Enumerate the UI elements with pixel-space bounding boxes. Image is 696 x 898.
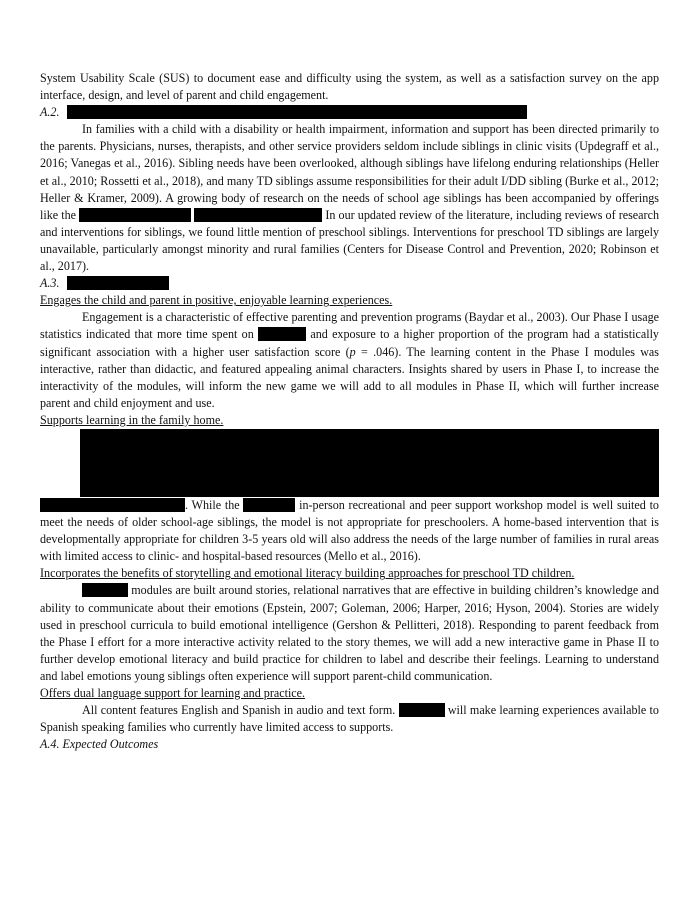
redaction-bar (67, 276, 169, 290)
heading-a3-label: A.3. (40, 276, 60, 291)
paragraph-dual-language (40, 702, 659, 736)
heading-home: Supports learning in the family home. (40, 412, 224, 427)
heading-a3 (40, 275, 659, 292)
heading-a2-label: A.2. (40, 105, 60, 120)
redaction-bar (40, 498, 185, 512)
heading-dual-language: Offers dual language support for learning and practice. (40, 686, 306, 700)
paragraph-text: and exposure to a higher proportion of the program had a statistically significant association with a higher user satisfaction score ( (40, 327, 659, 359)
paragraph-storytelling (40, 582, 659, 685)
paragraph-text: will make learning experiences available to Spanish speaking families who currently have limited access to supports. (40, 703, 659, 735)
paragraph-text: modules are built around stories, relational narratives that are effective in building children’s knowledge and ability to communicate about their emotions (Epstein, 2007; Goleman, 2006; Harper, 2016; Hyson, 2004). Stories are widely used in preschool curricula to build emotional intelligence (Gershon & Pellitteri, 2018). Responding to parent feedback from the Phase I effort for a more interactive activity related to the story themes, we will add a new interactive game in Phase II to further develop emotional literacy and build practice for children to label and describe their feelings. Learning to understand and label emotions young siblings often experience will support parent-child communication. (40, 583, 659, 683)
redaction-bar (82, 583, 128, 597)
redaction-block (80, 429, 659, 497)
paragraph-text: All content features English and Spanish in audio and text form. (82, 703, 396, 718)
paragraph-text: = .046). The learning content in the Phase I modules was interactive, rather than didactic, and featured appealing animal characters. Insights shared by users in Phase I, to increase the interactivity of the modules, will inform the new game we will add to all modules in Phase II, which will further increase parent and child enjoyment and use. (40, 344, 659, 410)
paragraph-families (40, 121, 659, 275)
redaction-bar (243, 498, 295, 512)
document-page (40, 70, 659, 753)
paragraph-engagement (40, 309, 659, 412)
paragraph-text: Engagement is a characteristic of effective parenting and prevention programs (Baydar et al., 2003). Our Phase I usage statistics indicated that more time spent on (40, 310, 659, 342)
heading-a2 (40, 104, 659, 121)
paragraph-text: In our updated review of the literature, including reviews of research and interventions for siblings, we found little mention of preschool siblings. Interventions for preschool TD siblings are largely unavailable, particularly amongst minority and rural families (Centers for Disease Control and Prevention, 2020; Robinson et al., 2017). (40, 207, 659, 274)
paragraph-sus: System Usability Scale (SUS) to document ease and difficulty using the system, as well as a satisfaction survey on the app interface, design, and level of parent and child engagement. (40, 71, 659, 103)
redaction-bar (67, 105, 527, 119)
paragraph-text: In families with a child with a disability or health impairment, information and support has been directed primarily to the parents. Physicians, nurses, therapists, and other service providers seldom include siblings in clinic visits (Updegraff et al., 2016; Vanegas et al., 2016). Sibling needs have been overlooked, although siblings have lifelong enduring relationships (Heller et al., 2010; Rossetti et al., 2018), and many TD siblings assume responsibilities for their adult I/DD sibling (Burke et al., 2012; Heller & Kramer, 2009). A growing body of research on the needs of school age siblings has been accompanied by offerings like the (40, 122, 659, 222)
heading-a4: A.4. Expected Outcomes (40, 737, 159, 752)
p-value-symbol: p (349, 344, 356, 359)
redaction-bar (258, 327, 306, 341)
redaction-bar (79, 208, 191, 222)
heading-storytelling: Incorporates the benefits of storytelling and emotional literacy building approaches for preschool TD children. (40, 566, 575, 581)
paragraph-text: in-person recreational and peer support workshop model is well suited to meet the needs of older school-age siblings, the model is not appropriate for preschoolers. A home-based intervention that is developmentally appropriate for children 3-5 years old will also address the needs of the large number of families in rural areas with limited access to clinic- and hospital-based resources (Mello et al., 2016). (40, 497, 659, 564)
paragraph-text: . While the (185, 497, 240, 512)
heading-engages: Engages the child and parent in positive, enjoyable learning experiences. (40, 293, 393, 308)
paragraph-home (40, 497, 659, 565)
redaction-bar (194, 208, 322, 222)
redaction-bar (399, 703, 445, 717)
